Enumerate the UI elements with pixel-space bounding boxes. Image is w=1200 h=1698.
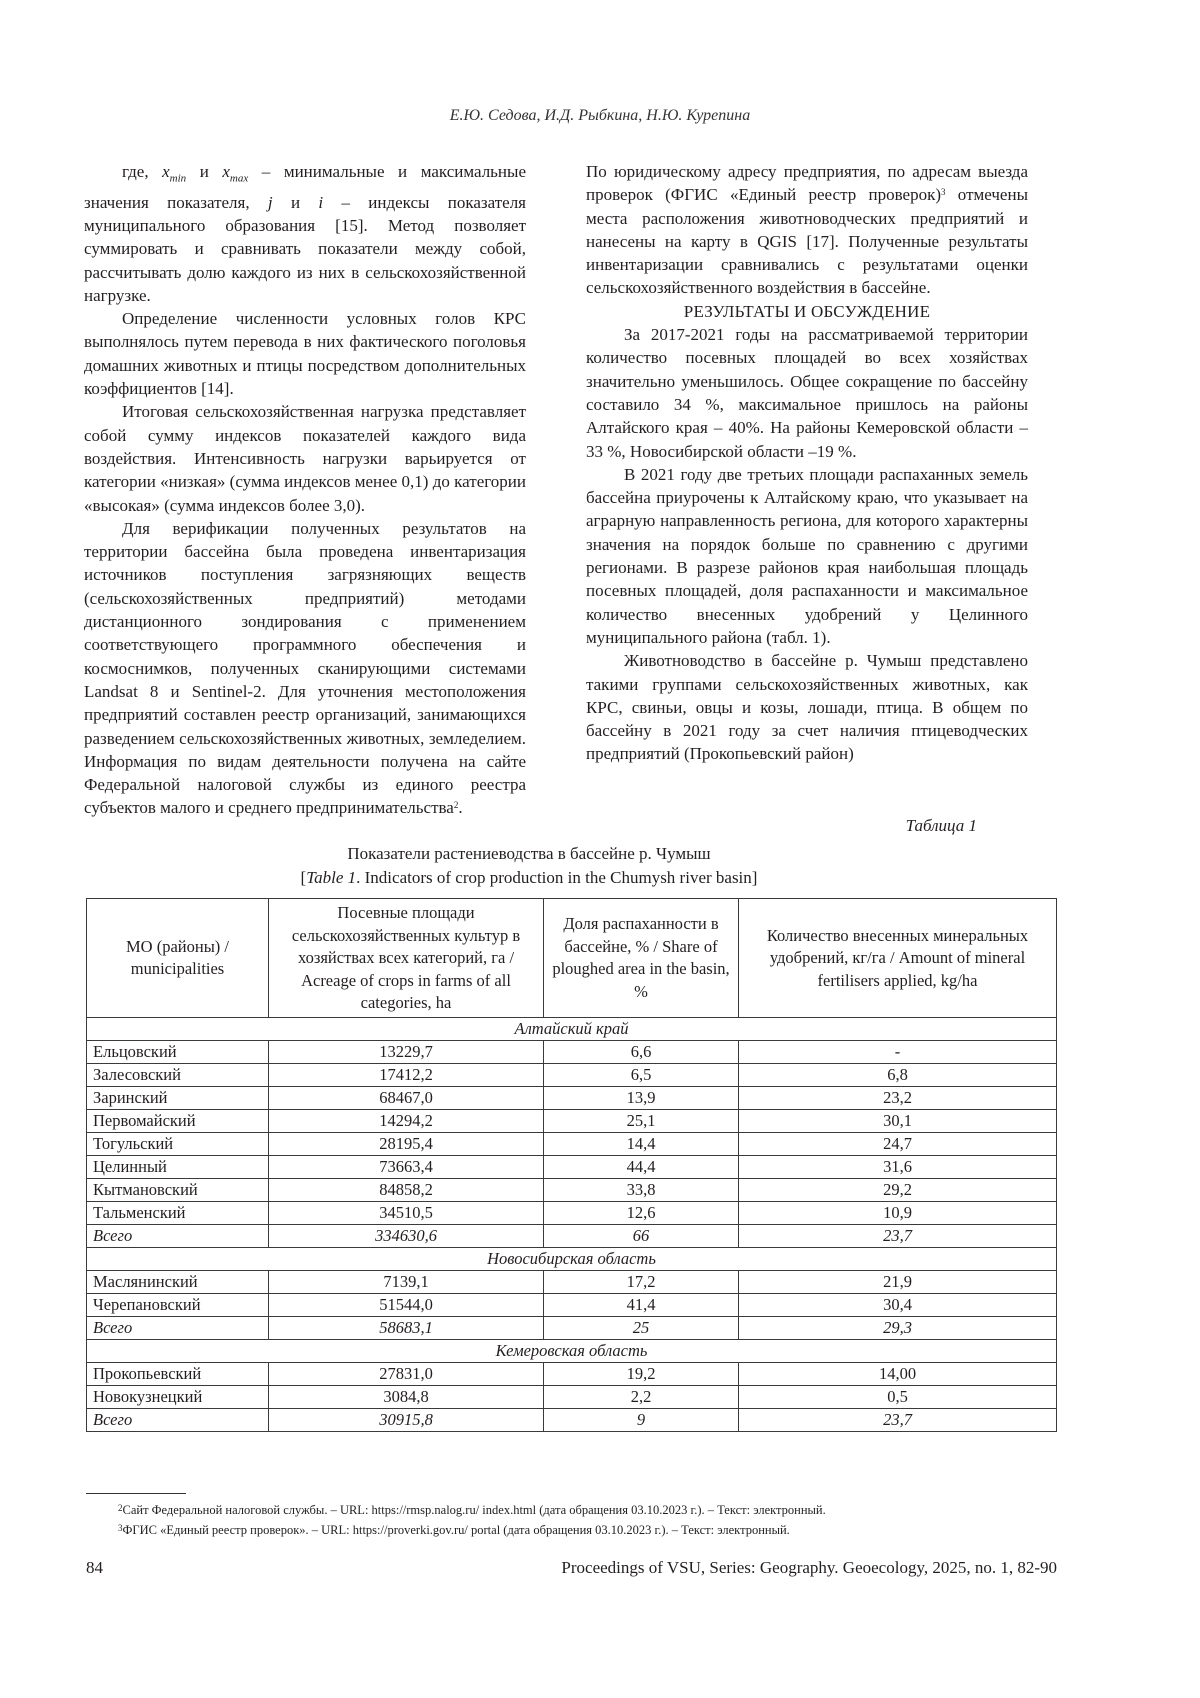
table-total-row	[87, 1408, 1057, 1431]
crop-production-table	[86, 898, 1057, 1432]
table-row	[87, 1270, 1057, 1293]
cell-acreage: 14294,2	[269, 1109, 544, 1132]
cell-acreage: 7139,1	[269, 1270, 544, 1293]
table-region-row	[87, 1017, 1057, 1040]
paragraph-verification: Для верификации полученных результатов на территории бассейна была проведена инвентаризация источников поступления загрязняющих веществ (сельскохозяйственных предприятий) методами дистанционного зондирования с применением соответствующего программного обеспечения и космоснимков, полученных сканирующими системами Landsat 8 и Sentinel-2. Для уточнения местоположения предприятий составлен реестр организаций, занимающихся разведением сельскохозяйственных животных, земледелием. Информация по видам деятельности получена на сайте Федеральной налоговой службы из единого реестра субъектов малого и среднего предпринимательства$^2$.	[84, 518, 526, 818]
cell-municipality: Ельцовский	[87, 1040, 269, 1063]
paragraph-cattle-units: Определение численности условных голов КРС выполнялось путем перевода в них фактического поголовья домашних животных и птицы посредством дополнительных коэффициентов [14].	[84, 309, 526, 399]
table-row	[87, 1155, 1057, 1178]
paragraph-acreage-decline: За 2017-2021 годы на рассматриваемой территории количество посевных площадей во всех хозяйствах значительно уменьшилось. Общее сокращение по бассейну составило 34 %, максимальное пришлось на районы Алтайского края – 40%. На районы Кемеровской области – 33 %, Новосибирской области –19 %.	[586, 325, 1028, 461]
cell-acreage: 17412,2	[269, 1063, 544, 1086]
cell-municipality: Прокопьевский	[87, 1362, 269, 1385]
cell-municipality: Целинный	[87, 1155, 269, 1178]
table-row	[87, 1086, 1057, 1109]
cell-municipality: Всего	[87, 1224, 269, 1247]
cell-acreage: 28195,4	[269, 1132, 544, 1155]
cell-fertilisers: 0,5	[739, 1385, 1057, 1408]
cell-acreage: 27831,0	[269, 1362, 544, 1385]
cell-acreage: 73663,4	[269, 1155, 544, 1178]
cell-fertilisers: 10,9	[739, 1201, 1057, 1224]
cell-fertilisers: 6,8	[739, 1063, 1057, 1086]
cell-municipality: Заринский	[87, 1086, 269, 1109]
table-row	[87, 1293, 1057, 1316]
cell-acreage: 51544,0	[269, 1293, 544, 1316]
journal-citation: Proceedings of VSU, Series: Geography. Geoecology, 2025, no. 1, 82-90	[561, 1558, 1057, 1577]
cell-municipality: Тальменский	[87, 1201, 269, 1224]
paragraph-registry: По юридическому адресу предприятия, по адресам выезда проверок (ФГИС «Единый реестр проверок)$^3$ отмечены места расположения животноводческих предприятий и нанесены на карту в QGIS [17]. Полученные результаты инвентаризации сравнивались с результатами оценки сельскохозяйственного воздействия в бассейне.	[586, 162, 1028, 298]
cell-acreage: 84858,2	[269, 1178, 544, 1201]
cell-fertilisers: 30,1	[739, 1109, 1057, 1132]
table-row	[87, 1362, 1057, 1385]
cell-acreage: 3084,8	[269, 1385, 544, 1408]
cell-fertilisers: 29,2	[739, 1178, 1057, 1201]
cell-municipality: Всего	[87, 1316, 269, 1339]
table-region-row	[87, 1247, 1057, 1270]
cell-fertilisers: -	[739, 1040, 1057, 1063]
page-footer	[86, 1558, 1057, 1578]
table-row	[87, 1385, 1057, 1408]
cell-fertilisers: 29,3	[739, 1316, 1057, 1339]
table-row	[87, 1109, 1057, 1132]
right-column	[586, 160, 1028, 766]
footnote-divider	[86, 1493, 186, 1494]
cell-ploughed-share: 44,4	[544, 1155, 739, 1178]
paragraph-livestock: Животноводство в бассейне р. Чумыш представлено такими группами сельскохозяйственных животных, как КРС, свиньи, овцы и козы, лошади, птица. В общем по бассейну в 2021 году за счет наличия птицеводческих предприятий (Прокопьевский район)	[586, 651, 1028, 764]
cell-ploughed-share: 66	[544, 1224, 739, 1247]
cell-municipality: Всего	[87, 1408, 269, 1431]
cell-ploughed-share: 13,9	[544, 1086, 739, 1109]
cell-ploughed-share: 6,5	[544, 1063, 739, 1086]
cell-fertilisers: 23,7	[739, 1224, 1057, 1247]
table-region-row	[87, 1339, 1057, 1362]
paragraph-total-load: Итоговая сельскохозяйственная нагрузка представляет собой сумму индексов показателей каждого вида воздействия. Интенсивность нагрузки варьируется от категории «низкая» (сумма индексов менее 0,1) до категории «высокая» (сумма индексов более 3,0).	[84, 402, 526, 515]
cell-acreage: 30915,8	[269, 1408, 544, 1431]
cell-ploughed-share: 19,2	[544, 1362, 739, 1385]
cell-ploughed-share: 6,6	[544, 1040, 739, 1063]
cell-fertilisers: 23,2	[739, 1086, 1057, 1109]
table-row	[87, 1201, 1057, 1224]
cell-municipality: Первомайский	[87, 1109, 269, 1132]
cell-ploughed-share: 41,4	[544, 1293, 739, 1316]
column-header-acreage: Посевные площади сельскохозяйственных культур в хозяйствах всех категорий, га / Acreage of crops in farms of all categories, ha	[269, 899, 544, 1018]
footnote-3: $^3$ФГИС «Единый реестр проверок». – URL: https://proverki.gov.ru/ portal (дата обращения 03.10.2023 г.). – Текст: электронный.	[118, 1523, 790, 1537]
cell-ploughed-share: 25,1	[544, 1109, 739, 1132]
cell-fertilisers: 23,7	[739, 1408, 1057, 1431]
table-row	[87, 1178, 1057, 1201]
section-heading-results: РЕЗУЛЬТАТЫ И ОБСУЖДЕНИЕ	[683, 301, 931, 321]
paragraph-altai-share: В 2021 году две третьих площади распаханных земель бассейна приурочены к Алтайскому краю, что указывает на аграрную направленность региона, для которого характерны значения на порядок больше по сравнению с другими регионами. В разрезе районов края наибольшая площадь посевных площадей, доля распаханности и максимальное количество внесенных удобрений у Целинного муниципального района (табл. 1).	[586, 464, 1028, 647]
cell-acreage: 34510,5	[269, 1201, 544, 1224]
footnote-2: $^2$Сайт Федеральной налоговой службы. – URL: https://rmsp.nalog.ru/ index.html (дата обращения 03.10.2023 г.). – Текст: электронный.	[118, 1503, 826, 1517]
region-name: Новосибирская область	[87, 1247, 1057, 1270]
cell-fertilisers: 30,4	[739, 1293, 1057, 1316]
footnotes	[118, 1500, 826, 1540]
cell-ploughed-share: 2,2	[544, 1385, 739, 1408]
table-title	[0, 842, 1058, 890]
cell-municipality: Черепановский	[87, 1293, 269, 1316]
cell-ploughed-share: 25	[544, 1316, 739, 1339]
cell-acreage: 68467,0	[269, 1086, 544, 1109]
footnote-ref-3[interactable]: 3	[941, 187, 946, 198]
cell-fertilisers: 21,9	[739, 1270, 1057, 1293]
region-name: Алтайский край	[87, 1017, 1057, 1040]
table-total-row	[87, 1316, 1057, 1339]
cell-acreage: 334630,6	[269, 1224, 544, 1247]
cell-ploughed-share: 9	[544, 1408, 739, 1431]
table-row	[87, 1063, 1057, 1086]
column-header-fertilisers: Количество внесенных минеральных удобрений, кг/га / Amount of mineral fertilisers applied, kg/ha	[739, 899, 1057, 1018]
column-header-municipalities: МО (районы) / municipalities	[87, 899, 269, 1018]
cell-municipality: Кытмановский	[87, 1178, 269, 1201]
cell-fertilisers: 31,6	[739, 1155, 1057, 1178]
table-row	[87, 1132, 1057, 1155]
region-name: Кемеровская область	[87, 1339, 1057, 1362]
running-head-authors: Е.Ю. Седова, И.Д. Рыбкина, Н.Ю. Курепина	[449, 107, 751, 124]
cell-ploughed-share: 12,6	[544, 1201, 739, 1224]
cell-ploughed-share: 14,4	[544, 1132, 739, 1155]
page-number: 84	[86, 1558, 103, 1577]
cell-municipality: Тогульский	[87, 1132, 269, 1155]
cell-acreage: 13229,7	[269, 1040, 544, 1063]
footnote-ref-2[interactable]: 2	[453, 800, 459, 811]
table-header-row	[87, 899, 1057, 1018]
left-column	[84, 160, 526, 820]
table-title-en: [Table 1. Indicators of crop production in the Chumysh river basin]	[300, 868, 758, 887]
cell-fertilisers: 24,7	[739, 1132, 1057, 1155]
cell-municipality: Новокузнецкий	[87, 1385, 269, 1408]
cell-municipality: Маслянинский	[87, 1270, 269, 1293]
cell-acreage: 58683,1	[269, 1316, 544, 1339]
table-total-row	[87, 1224, 1057, 1247]
paragraph-formula-explanation: где, $x_{min}$ и $x_{max}$ – минимальные и максимальные значения показателя, j и i – индексы показателя муниципального образования [15]. Метод позволяет суммировать и сравнивать показатели между собой, рассчитывать долю каждого из них в сельскохозяйственной нагрузке.	[84, 162, 527, 305]
cell-municipality: Залесовский	[87, 1063, 269, 1086]
table-title-ru: Показатели растениеводства в бассейне р. Чумыш	[347, 844, 711, 863]
cell-fertilisers: 14,00	[739, 1362, 1057, 1385]
cell-ploughed-share: 33,8	[544, 1178, 739, 1201]
column-header-ploughed-share: Доля распаханности в бассейне, % / Share of ploughed area in the basin, %	[544, 899, 739, 1018]
table-label: Таблица 1	[905, 816, 977, 835]
cell-ploughed-share: 17,2	[544, 1270, 739, 1293]
table-row	[87, 1040, 1057, 1063]
table-body	[87, 1017, 1057, 1431]
